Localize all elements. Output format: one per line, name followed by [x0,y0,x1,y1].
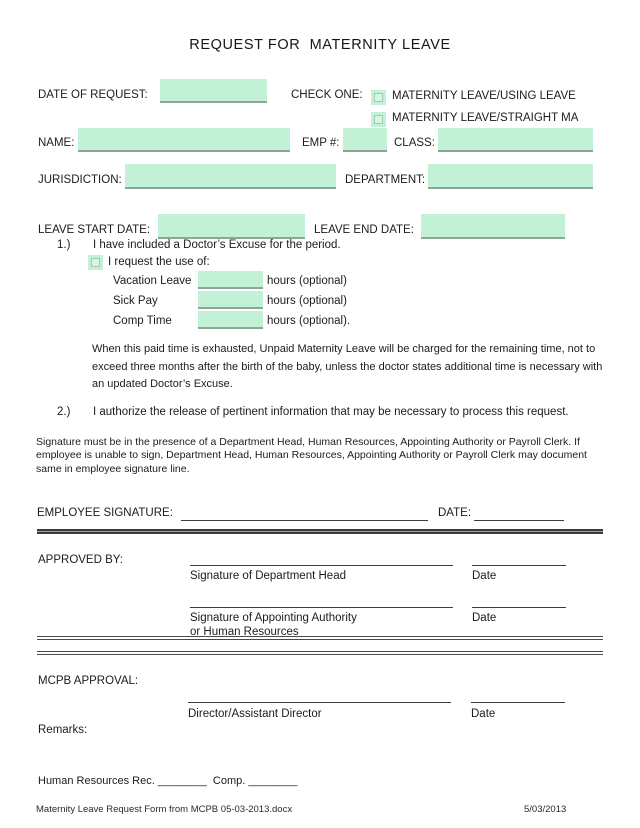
date-of-request-field[interactable] [160,79,267,103]
hr-rec-blank: ________ [157,775,207,787]
leave-start-date-field[interactable] [158,214,305,239]
emp-number-field[interactable] [343,128,387,152]
hr-rec-label: Human Resources Rec. [38,775,155,787]
name-label: NAME: [38,137,75,149]
appointing-authority-signature-line [190,607,453,608]
maternity-using-leave-checkbox[interactable] [371,90,386,105]
item2-number: 2.) [57,406,71,418]
dept-head-signature-line [190,565,453,566]
director-date-label: Date [471,708,496,720]
footer-filename: Maternity Leave Request Form from MCPB 05-03-2013.docx [36,804,293,815]
director-signature-line [188,702,451,703]
form-title: REQUEST FOR MATERNITY LEAVE [189,37,451,53]
hr-record-line [38,775,297,787]
comp-time-hours-field[interactable] [198,311,263,329]
emp-number-label: EMP #: [302,137,340,149]
mcpb-approval-label: MCPB APPROVAL: [38,675,139,687]
department-field[interactable] [428,164,593,189]
item2-text: I authorize the release of pertinent information that may be necessary to process this request. [93,406,569,418]
employee-signature-line [181,520,428,521]
name-field[interactable] [78,128,290,152]
class-field[interactable] [438,128,593,152]
director-caption: Director/Assistant Director [188,708,322,720]
sick-pay-suffix: hours (optional) [267,295,347,307]
comp-time-suffix: hours (optional). [267,315,351,327]
employee-signature-date-line [474,520,564,521]
leave-start-date-label: LEAVE START DATE: [38,224,151,236]
jurisdiction-field[interactable] [125,164,336,189]
dept-head-date-label: Date [472,570,497,582]
jurisdiction-label: JURISDICTION: [38,174,122,186]
request-use-checkbox[interactable] [88,255,103,270]
section-divider-double-2 [37,651,603,655]
sick-pay-hours-field[interactable] [198,291,263,309]
section-divider-double-1 [37,636,603,640]
unpaid-leave-paragraph: When this paid time is exhausted, Unpaid Maternity Leave will be charged for the remaining time, not to exceed three months after the birth of the baby, unless the doctor states additional time is necessary with an updated Doctor’s Excuse. [92,343,603,391]
request-use-label: I request the use of: [108,256,210,268]
signature-presence-note: Signature must be in the presence of a Department Head, Human Resources, Appointing Authority or Payroll Clerk. If employee is unable to sign, Department Head, Human Resources, Appointing Authority or Payroll Clerk may document same in employee signature line. [36,436,587,475]
appointing-authority-caption-line2: or Human Resources [190,626,299,638]
vacation-leave-hours-field[interactable] [198,271,263,289]
section-divider-thick [37,529,603,534]
director-date-line [471,702,565,703]
comp-time-label: Comp Time [113,315,172,327]
appointing-authority-caption-line1: Signature of Appointing Authority [190,612,357,624]
vacation-leave-label: Vacation Leave [113,275,192,287]
appointing-authority-date-label: Date [472,612,497,624]
dept-head-signature-caption: Signature of Department Head [190,570,346,582]
item1-number: 1.) [57,239,71,251]
date-of-request-label: DATE OF REQUEST: [38,89,148,101]
remarks-label: Remarks: [38,724,88,736]
employee-signature-label: EMPLOYEE SIGNATURE: [37,507,173,519]
leave-end-date-label: LEAVE END DATE: [314,224,414,236]
employee-signature-date-label: DATE: [438,507,472,519]
comp-label: Comp. [212,775,246,787]
dept-head-date-line [472,565,566,566]
vacation-leave-suffix: hours (optional) [267,275,347,287]
class-label: CLASS: [394,137,435,149]
item1-text: I have included a Doctor’s Excuse for the period. [93,239,341,251]
department-label: DEPARTMENT: [345,174,426,186]
maternity-using-leave-label: MATERNITY LEAVE/USING LEAVE [392,90,576,102]
maternity-straight-ma-label: MATERNITY LEAVE/STRAIGHT MA [392,112,579,124]
leave-end-date-field[interactable] [421,214,565,239]
sick-pay-label: Sick Pay [113,295,158,307]
check-one-label: CHECK ONE: [291,89,363,101]
comp-blank: ________ [248,775,298,787]
appointing-authority-date-line [472,607,566,608]
approved-by-label: APPROVED BY: [38,554,124,566]
maternity-straight-ma-checkbox[interactable] [371,112,386,127]
footer-date: 5/03/2013 [524,804,567,815]
